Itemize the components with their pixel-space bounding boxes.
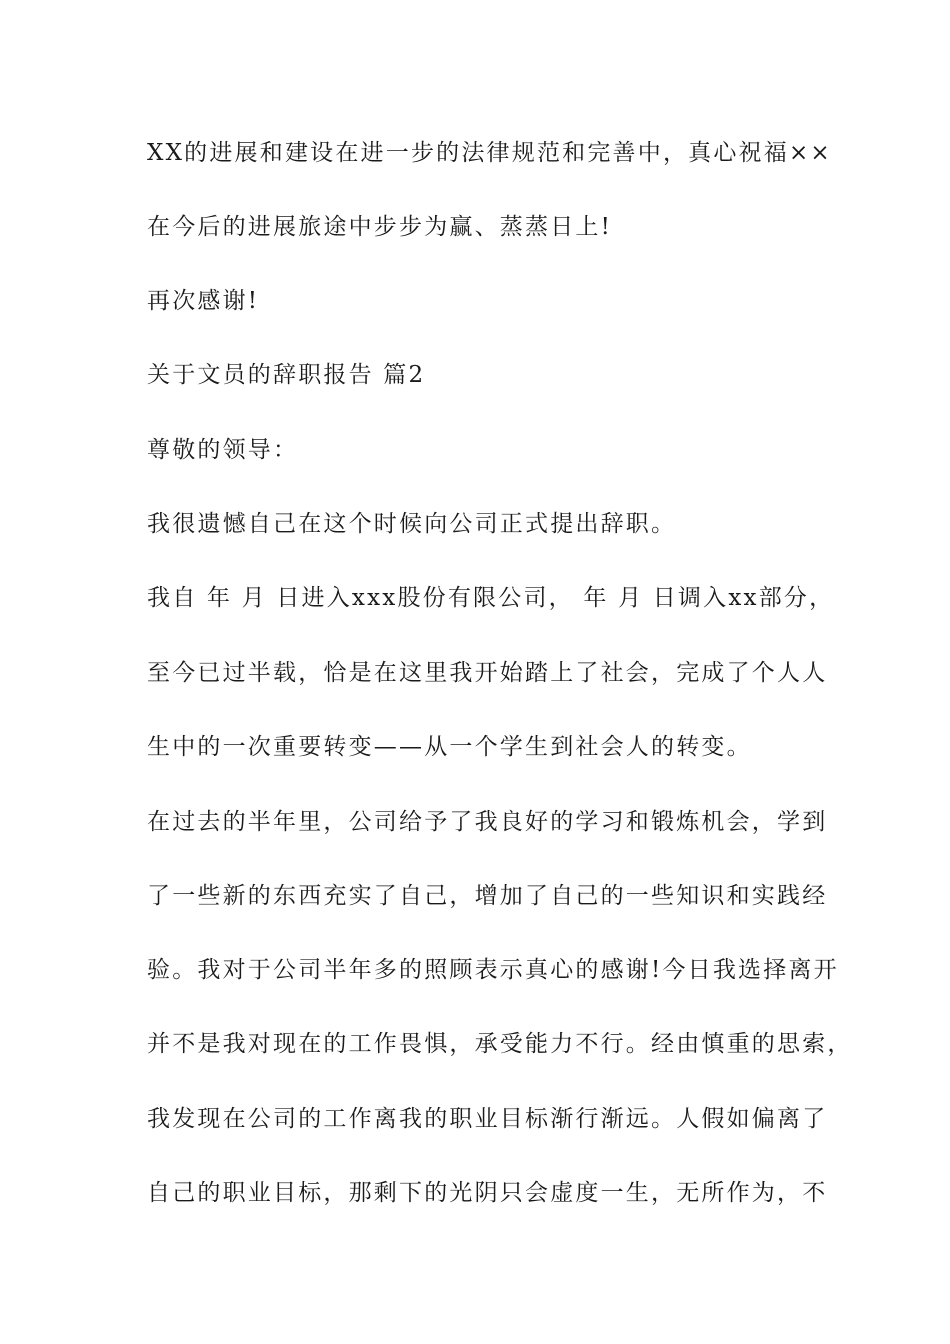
paragraph-line: 在过去的半年里，公司给予了我良好的学习和锻炼机会，学到 xyxy=(147,809,828,835)
paragraph-line: 在今后的进展旅途中步步为赢、蒸蒸日上! xyxy=(147,214,613,240)
paragraph-line: 验。我对于公司半年多的照顾表示真心的感谢!今日我选择离开 xyxy=(147,957,839,983)
paragraph-line: 生中的一次重要转变——从一个学生到社会人的转变。 xyxy=(147,734,752,760)
paragraph-line: 自己的职业目标，那剩下的光阴只会虚度一生，无所作为，不 xyxy=(147,1180,828,1206)
salutation: 尊敬的领导： xyxy=(147,437,299,463)
paragraph-line: 再次感谢! xyxy=(147,288,260,314)
paragraph-line: 我自 年 月 日进入xxx股份有限公司， 年 月 日调入xx部分， xyxy=(147,585,835,611)
section-heading: 关于文员的辞职报告 篇2 xyxy=(147,362,426,388)
paragraph-line: 我很遗憾自己在这个时候向公司正式提出辞职。 xyxy=(147,511,677,537)
paragraph-line: 并不是我对现在的工作畏惧，承受能力不行。经由慎重的思索， xyxy=(147,1031,853,1057)
paragraph-line: 了一些新的东西充实了自己，增加了自己的一些知识和实践经 xyxy=(147,883,828,909)
paragraph-line: XX的进展和建设在进一步的法律规范和完善中，真心祝福×× xyxy=(147,140,832,166)
paragraph-line: 至今已过半载，恰是在这里我开始踏上了社会，完成了个人人 xyxy=(147,660,828,686)
paragraph-line: 我发现在公司的工作离我的职业目标渐行渐远。人假如偏离了 xyxy=(147,1106,828,1132)
